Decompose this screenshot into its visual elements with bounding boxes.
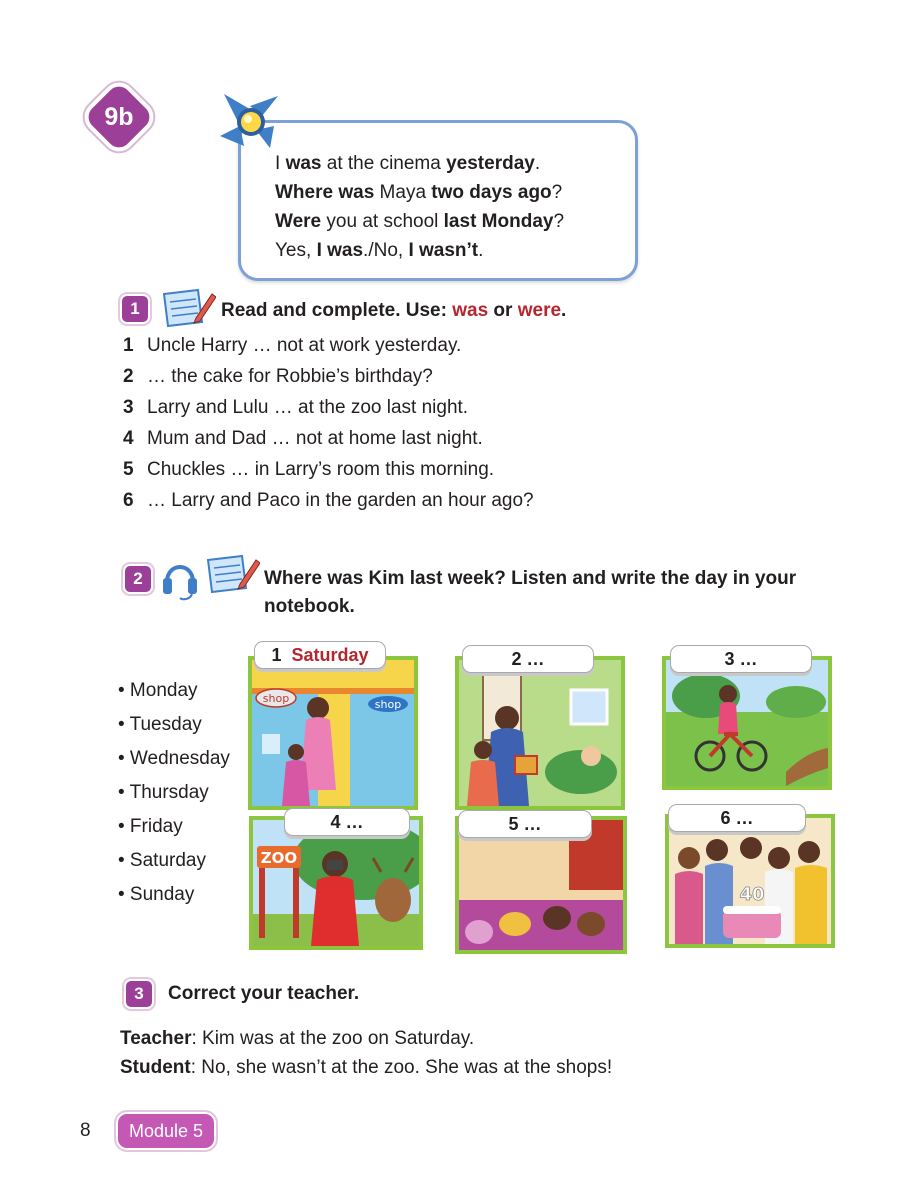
picture-1-shops [248, 656, 418, 810]
picture-5-label [458, 810, 592, 838]
grammar-bold-text: I was [316, 240, 364, 261]
item-number: 5 [123, 459, 134, 480]
picture-4-number: 4 [330, 812, 341, 832]
teacher-line [120, 1028, 474, 1050]
picture-4-zoo [249, 816, 423, 950]
page-number: 8 [80, 1120, 91, 1141]
day-item: • Monday [118, 680, 198, 701]
day-item: • Thursday [118, 782, 209, 803]
shop-sign-left: shop [262, 692, 290, 705]
exercise-2-number: 2 [125, 566, 151, 592]
day-item: • Tuesday [118, 714, 202, 735]
grammar-bold-text: two days ago [431, 182, 552, 203]
day-item: • Friday [118, 816, 183, 837]
notebook-pencil-icon [202, 552, 260, 596]
item-number: 1 [123, 335, 134, 356]
grammar-text: Yes, [275, 240, 317, 261]
notebook-pencil-icon [158, 288, 216, 328]
picture-4-label [284, 808, 410, 836]
exercise-1-number: 1 [122, 296, 148, 322]
picture-5-answer: … [523, 814, 542, 834]
picture-6-answer: … [735, 808, 754, 828]
picture-2-label [462, 645, 594, 673]
day-item: • Saturday [118, 850, 206, 871]
lesson-badge [84, 82, 154, 152]
exercise-2-instruction-line-2: notebook. [264, 596, 355, 617]
picture-6-number: 6 [720, 808, 731, 828]
item-number: 3 [123, 397, 134, 418]
picture-6-label [668, 804, 806, 832]
exercise-3-number: 3 [126, 981, 152, 1007]
module-tab: Module 5 [118, 1114, 214, 1148]
grammar-line-4 [275, 240, 483, 262]
student-line [120, 1057, 612, 1079]
exercise-1-item-3 [123, 397, 468, 419]
headphones-icon [160, 552, 200, 602]
item-text: … the cake for Robbie’s birthday? [147, 366, 433, 387]
item-text: … Larry and Paco in the garden an hour ago? [147, 490, 534, 511]
picture-3-number: 3 [724, 649, 735, 669]
grammar-text: I [275, 153, 286, 174]
exercise-1-instruction [221, 300, 566, 322]
item-text: Uncle Harry … not at work yesterday. [147, 335, 462, 356]
item-number: 4 [123, 428, 134, 449]
picture-1-answer: Saturday [291, 645, 369, 665]
word-was: was [452, 300, 489, 321]
grammar-bold-text: Were [275, 211, 322, 232]
grammar-text: you at school [321, 211, 444, 232]
grammar-text: Maya [374, 182, 432, 203]
grammar-text: . [478, 240, 484, 261]
picture-3-park [662, 656, 832, 790]
exercise-1-item-1 [123, 335, 461, 357]
picture-6-party [665, 814, 835, 948]
item-text: Chuckles … in Larry’s room this morning. [147, 459, 495, 480]
exercise-1-item-6 [123, 490, 534, 512]
teacher-text: : Kim was at the zoo on Saturday. [191, 1028, 475, 1049]
day-item: • Sunday [118, 884, 195, 905]
lesson-badge-label: 9b [104, 103, 134, 131]
grammar-bold-text: was [285, 153, 322, 174]
grammar-line-2 [275, 182, 562, 204]
instruction-end: . [561, 300, 567, 321]
grammar-box [238, 120, 638, 281]
student-text: : No, she wasn’t at the zoo. She was at the shops! [190, 1057, 613, 1078]
instruction-joiner: or [488, 300, 518, 321]
teacher-label: Teacher [120, 1028, 192, 1049]
grammar-text: ./No, [363, 240, 409, 261]
picture-5-number: 5 [508, 814, 519, 834]
zoo-sign: ZOO [260, 849, 298, 867]
picture-1-number: 1 [271, 645, 282, 665]
grammar-bold-text: I wasn’t [408, 240, 479, 261]
picture-3-answer: … [739, 649, 758, 669]
grammar-text: ? [553, 211, 565, 232]
grammar-bold-text: last Monday [443, 211, 554, 232]
student-label: Student [120, 1057, 191, 1078]
cake-number: 40 [739, 884, 765, 905]
grammar-bold-text: Where was [275, 182, 375, 203]
instruction-text: Read and complete. Use: [221, 300, 453, 321]
grammar-text: ? [551, 182, 563, 203]
picture-2-visit [455, 656, 625, 810]
grammar-text: . [534, 153, 541, 174]
exercise-2-instruction-line-1: Where was Kim last week? Listen and write the day in your [264, 568, 797, 589]
picture-2-answer: … [526, 649, 545, 669]
item-text: Larry and Lulu … at the zoo last night. [147, 397, 469, 418]
shop-sign-right: shop [374, 698, 402, 711]
grammar-line-3 [275, 211, 564, 233]
picture-4-answer: … [345, 812, 364, 832]
grammar-line-1 [275, 153, 540, 175]
grammar-bold-text: yesterday [446, 153, 535, 174]
picture-2-number: 2 [511, 649, 522, 669]
item-number: 2 [123, 366, 134, 387]
grammar-text: at the cinema [321, 153, 447, 174]
exercise-3-instruction: Correct your teacher. [168, 983, 360, 1004]
word-were: were [517, 300, 562, 321]
picture-1-label [254, 641, 386, 669]
exercise-1-item-5 [123, 459, 494, 481]
exercise-1-item-4 [123, 428, 483, 450]
item-text: Mum and Dad … not at home last night. [147, 428, 483, 449]
item-number: 6 [123, 490, 134, 511]
spotlight-icon [214, 86, 288, 160]
day-item: • Wednesday [118, 748, 230, 769]
picture-3-label [670, 645, 812, 673]
exercise-1-item-2 [123, 366, 433, 388]
